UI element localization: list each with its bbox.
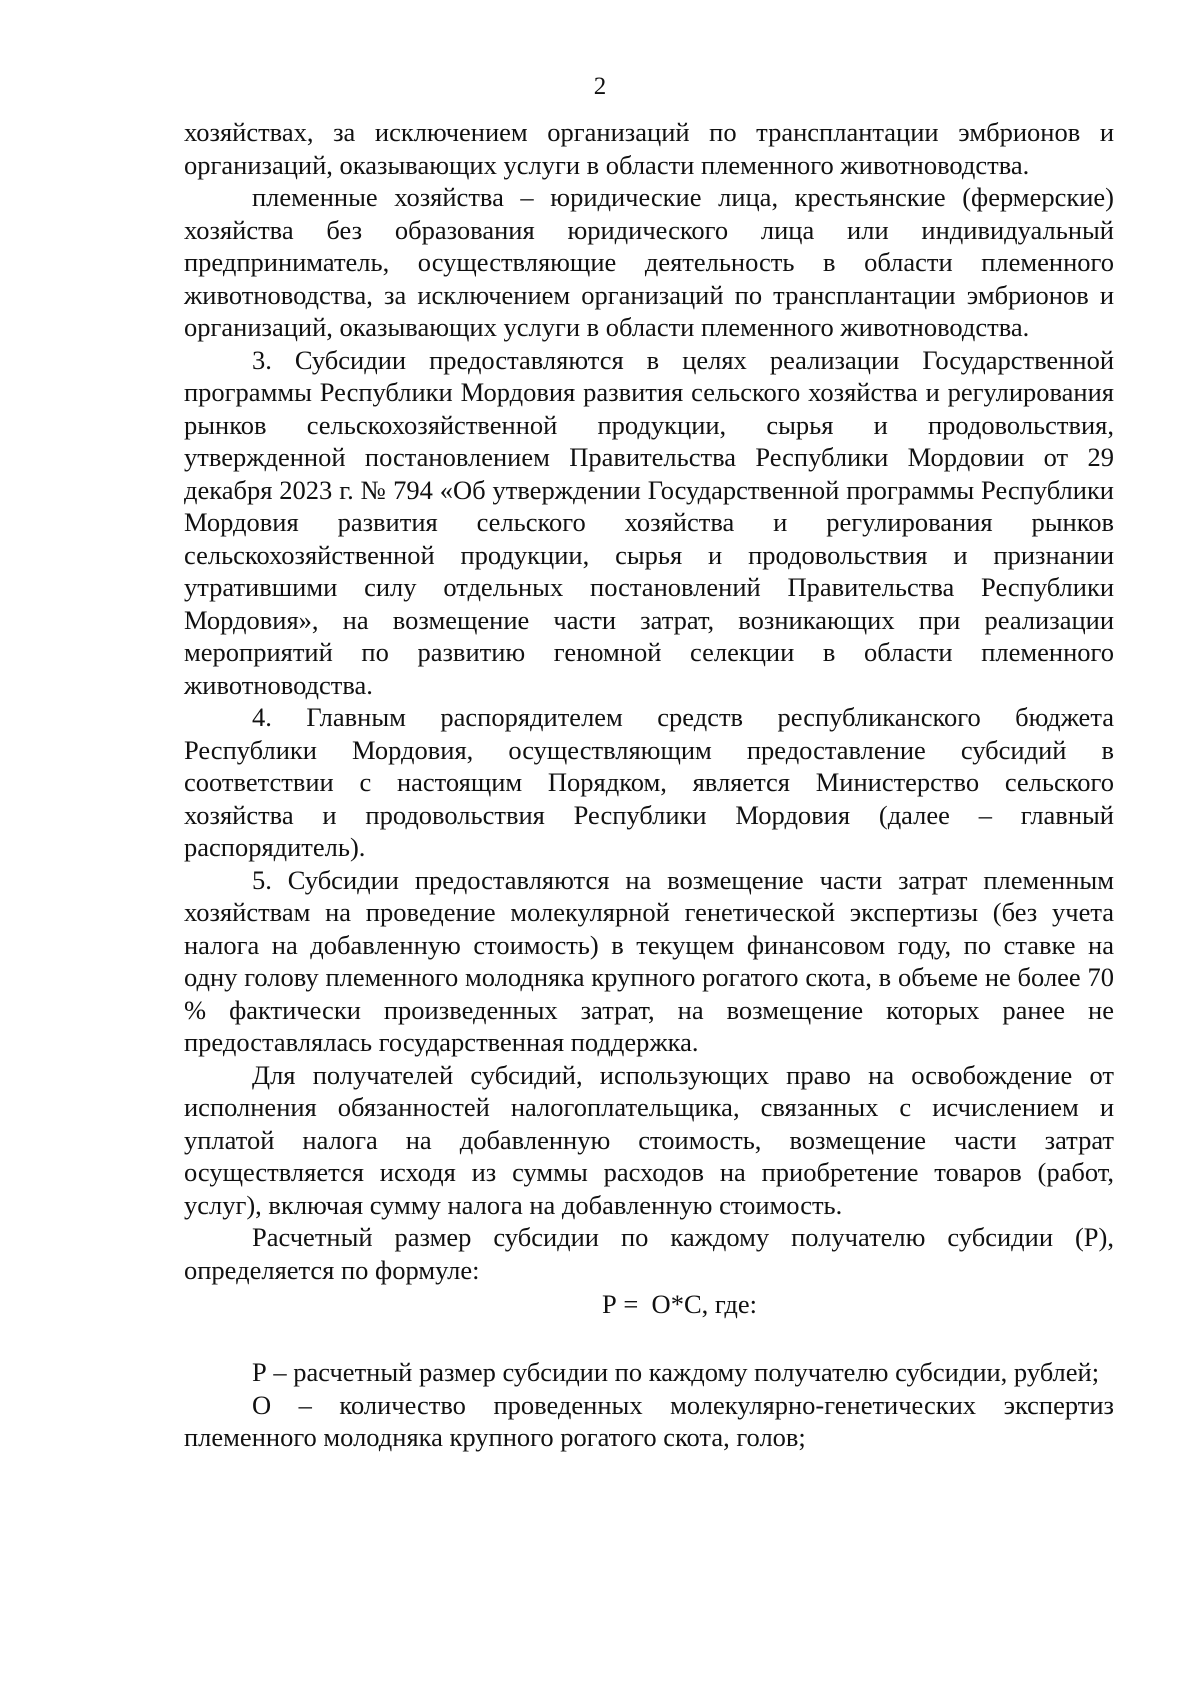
page-number: 2 bbox=[593, 73, 607, 100]
paragraph-clause-5: 5. Субсидии предоставляются на возмещение части затрат племенным хозяйствам на проведение молекулярной генетической экспертизы (без учета налога на добавленную стоимость) в текущем финансовом году, по ставке на одну голову племенного молодняка крупного рогатого скота, в объеме не более 70 % фактически произведенных затрат, на возмещение которых ранее не предоставлялась государственная поддержка. bbox=[184, 864, 1114, 1057]
paragraph-continuation: хозяйствах, за исключением организаций по трансплантации эмбрионов и организаций, оказывающих услуги в области племенного животноводства. bbox=[184, 117, 1114, 180]
paragraph-breeding-farms-definition: племенные хозяйства – юридические лица, крестьянские (фермерские) хозяйства без образования юридического лица или индивидуальный предприниматель, осуществляющие деятельность в области племенного животноводства, за исключением организаций по трансплантации эмбрионов и организаций, оказывающих услуги в области племенного животноводства. bbox=[184, 182, 1114, 342]
definition-p: Р – расчетный размер субсидии по каждому получателю субсидии, рублей; bbox=[252, 1357, 1100, 1387]
subsidy-formula: Р = О*С, где: bbox=[602, 1289, 758, 1319]
paragraph-vat-exemption: Для получателей субсидий, использующих право на освобождение от исполнения обязанностей налогоплательщика, связанных с исчислением и уплатой налога на добавленную стоимость, возмещение части затрат осуществляется исходя из суммы расходов на приобретение товаров (работ, услуг), включая сумму налога на добавленную стоимость. bbox=[184, 1059, 1114, 1220]
paragraph-calculation-intro: Расчетный размер субсидии по каждому получателю субсидии (Р), определяется по формуле: bbox=[184, 1222, 1114, 1285]
paragraph-clause-3: 3. Субсидии предоставляются в целях реализации Государственной программы Республики Мордовия развития сельского хозяйства и регулирования рынков сельскохозяйственной продукции, сырья и продовольствия, утвержденной постановлением Правительства Республики Мордовии от 29 декабря 2023 г. № 794 «Об утверждении Государственной программы Республики Мордовия развития сельского хозяйства и регулирования рынков сельскохозяйственной продукции, сырья и продовольствия и признании утратившими силу отдельных постановлений Правительства Республики Мордовия», на возмещение части затрат, возникающих при реализации мероприятий по развитию геномной селекции в области племенного животноводства. bbox=[184, 344, 1114, 700]
definition-o: О – количество проведенных молекулярно-генетических экспертиз племенного молодняка крупного рогатого скота, голов; bbox=[184, 1389, 1114, 1452]
document-body bbox=[184, 116, 1114, 1454]
paragraph-clause-4: 4. Главным распорядителем средств республиканского бюджета Республики Мордовия, осуществляющим предоставление субсидий в соответствии с настоящим Порядком, является Министерство сельского хозяйства и продовольствия Республики Мордовия (далее – главный распорядитель). bbox=[184, 702, 1114, 862]
